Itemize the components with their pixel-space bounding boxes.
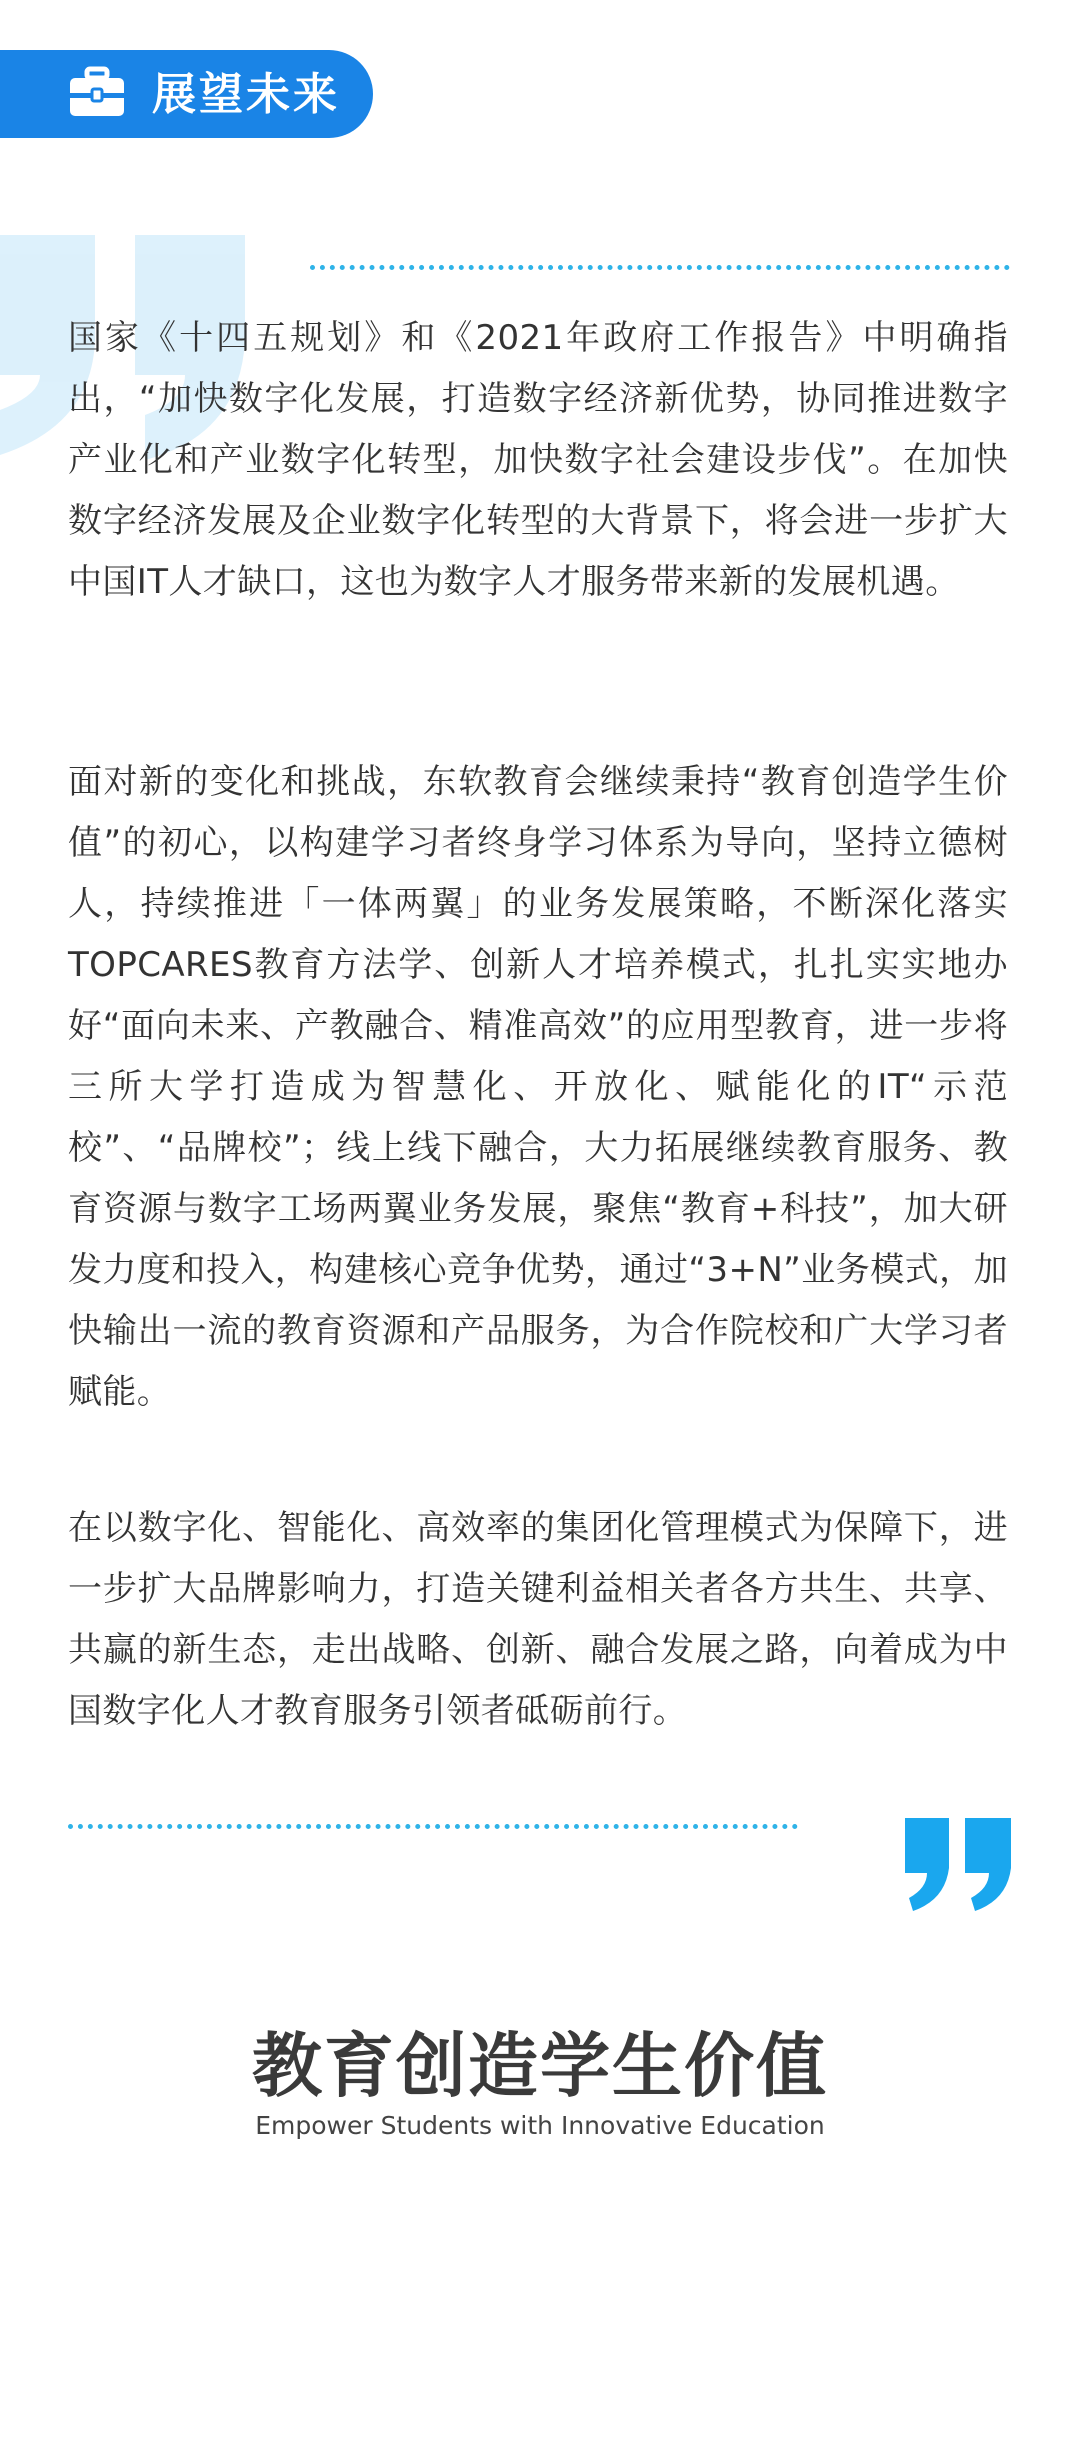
paragraph-1: 国家《十四五规划》和《2021年政府工作报告》中明确指出，“加快数字化发展，打造数字经济新优势，协同推进数字产业化和产业数字化转型，加快数字社会建设步伐”。在加快数字经济发展及企业数字化转型的大背景下，将会进一步扩大中国IT人才缺口，这也为数字人才服务带来新的发展机遇。 — [68, 318, 1008, 602]
bottom-dotted-divider — [68, 1824, 798, 1829]
briefcase-icon — [68, 66, 126, 120]
top-dotted-divider — [310, 265, 1010, 270]
section-title: 展望未来 — [152, 69, 340, 120]
slogan-subtitle: Empower Students with Innovative Education — [255, 2111, 825, 2140]
slogan-title: 教育创造学生价值 — [252, 2025, 828, 2107]
paragraph-2: 面对新的变化和挑战，东软教育会继续秉持“教育创造学生价值”的初心，以构建学习者终身学习体系为导向，坚持立德树人，持续推进「一体两翼」的业务发展策略，不断深化落实TOPCARES教育方法学、创新人才培养模式，扎扎实实地办好“面向未来、产教融合、精准高效”的应用型教育，进一步将三所大学打造成为智慧化、开放化、赋能化的IT“示范校”、“品牌校”；线上线下融合，大力拓展继续教育服务、教育资源与数字工场两翼业务发展，聚焦“教育+科技”，加大研发力度和投入，构建核心竞争优势，通过“3+N”业务模式，加快输出一流的教育资源和产品服务，为合作院校和广大学习者赋能。 — [68, 762, 1008, 1412]
paragraph-3: 在以数字化、智能化、高效率的集团化管理模式为保障下，进一步扩大品牌影响力，打造关键利益相关者各方共生、共享、共赢的新生态，走出战略、创新、融合发展之路，向着成为中国数字化人才教育服务引领者砥砺前行。 — [68, 1508, 1008, 1731]
close-quote-icon — [905, 1818, 1015, 1913]
